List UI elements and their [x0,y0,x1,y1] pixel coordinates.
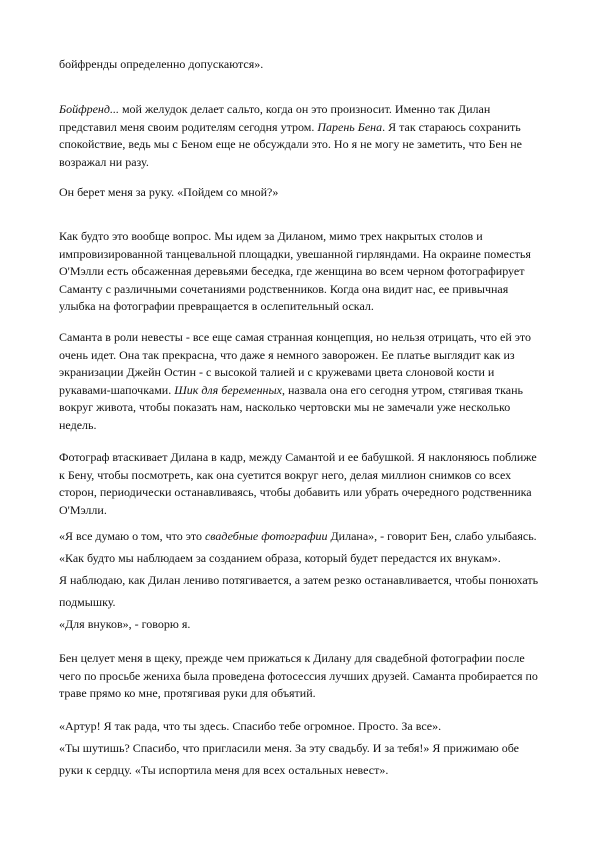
text-line [59,685,545,703]
text-line [59,718,545,740]
text-line [59,650,545,668]
text-run: Саманту с различными сочетаниями родственников. Когда она видит нас, ее привычная [59,281,509,296]
paragraph-6 [59,449,545,519]
text-run: вокруг живота, чтобы показать нам, насколько чертовски мы не замечали уже несколько [59,400,511,414]
text-run: «Артур! Я так рада, что ты здесь. Спасибо тебе огромное. Просто. За все». [59,719,442,733]
text-run: , назвала она его сегодня утром, стягивая ткань [281,382,524,397]
text-line [59,449,545,467]
text-run: «Я все думаю о том, что это [59,529,205,543]
text-line [59,119,545,137]
text-line [59,298,545,316]
paragraph-7 [59,528,545,638]
text-run: очень идет. Она так прекрасна, что даже я немного заворожен. Ее платье выглядит как из [59,347,515,362]
text-run: чего по просьбе жениха была проведена фотосессия лучших друзей. Саманта пробирается по [59,668,538,683]
text-run: траве прямо ко мне, протягивая руки для объятий. [59,686,316,700]
italic-text: Шик для беременных [174,382,282,397]
text-run: возражал ни разу. [59,154,149,169]
paragraph-8 [59,650,545,703]
text-line [59,184,545,202]
text-run: подмышку. [59,595,116,609]
text-line [59,347,545,365]
text-run: «Ты шутишь? Спасибо, что пригласили меня. За эту свадьбу. И за тебя!» Я прижимаю обе [59,741,519,755]
text-run: спокойствие, ведь мы с Беном еще не обсуждали это. Но я не могу не заметить, что Бен не [59,137,523,151]
italic-text: свадебные фотографии [204,529,328,543]
text-run: О'Мэлли. [59,502,107,517]
text-line [59,246,545,264]
text-run: О'Мэлли есть обсаженная деревьями беседка, где женщина во всем черном фотографирует [59,264,525,278]
text-line [59,382,545,400]
paragraph-4 [59,228,545,316]
italic-text: Парень Бена [317,119,383,134]
text-line [59,668,545,686]
text-line [59,228,545,246]
text-line [59,502,545,520]
text-run: Бен целует меня в щеку, прежде чем прижаться к Дилану для свадебной фотографии после [59,651,525,665]
text-line [59,762,545,784]
text-run: экранизации Джейн Остин - с высокой талией и с кружевами цвета слоновой кости и [59,365,495,379]
text-run: мой желудок делает сальто, когда он это произносит. Именно так Дилан [118,102,491,116]
text-line [59,136,545,154]
text-run: представил меня своим родителям сегодня утром. [59,119,318,134]
text-run: «Для внуков», - говорю я. [59,617,191,631]
text-line [59,263,545,281]
text-line [59,572,545,594]
text-run: рукавами-шапочками. [59,382,175,397]
text-line [59,616,545,638]
text-line [59,528,545,550]
text-line [59,56,545,74]
text-run: к Бену, чтобы посмотреть, как она суетится вокруг него, делая миллион снимков со всех [59,467,512,482]
text-line [59,281,545,299]
text-line [59,329,545,347]
italic-text: Бойфренд... [59,102,119,116]
text-run: недель. [59,417,97,432]
text-run: улыбка на фотографии превращается в ослепительный оскал. [59,299,374,313]
text-line [59,154,545,172]
text-line [59,594,545,616]
text-run: руки к сердцу. «Ты испортила меня для всех остальных невест». [59,763,389,777]
text-run: «Как будто мы наблюдаем за созданием образа, который будет передастся их внукам». [59,551,501,565]
text-run: Дилана», - говорит Бен, слабо улыбаясь. [327,529,537,543]
text-line [59,364,545,382]
text-run: Фотограф втаскивает Дилана в кадр, между Самантой и ее бабушкой. Я наклоняюсь поближе [59,450,537,464]
text-line [59,550,545,572]
text-line [59,417,545,435]
text-line [59,484,545,502]
text-run: . Я так стараюсь сохранить [382,119,521,134]
text-run: Как будто это вообще вопрос. Мы идем за Диланом, мимо трех накрытых столов и [59,229,483,243]
text-line [59,101,545,119]
text-run: Я наблюдаю, как Дилан лениво потягивается, а затем резко останавливается, чтобы понюхать [59,573,539,587]
text-run: Саманта в роли невесты - все еще самая странная концепция, но нельзя отрицать, что ей это [59,330,531,344]
text-run: сторон, периодически останавливаясь, чтобы добавить или убрать очередного родственника [59,485,532,499]
paragraph-5 [59,329,545,434]
paragraph-3 [59,184,545,202]
paragraph-1 [59,56,545,74]
paragraph-2 [59,101,545,171]
text-run: импровизированной танцевальной площадки, увешанной гирляндами. На окраине поместья [59,246,531,261]
text-run: бойфренды определенно допускаются». [59,57,264,71]
text-line [59,740,545,762]
text-line [59,467,545,485]
text-run: Он берет меня за руку. «Пойдем со мной?» [59,185,279,199]
text-line [59,399,545,417]
paragraph-9 [59,718,545,784]
